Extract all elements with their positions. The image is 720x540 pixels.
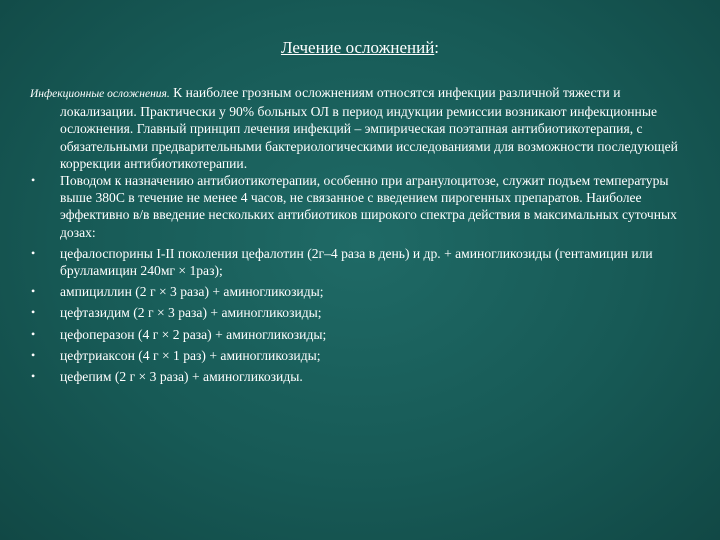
list-item-text: цефоперазон (4 г × 2 раза) + аминогликозиды;	[60, 326, 327, 342]
list-item-text: Поводом к назначению антибиотикотерапии, особенно при агранулоцитозе, служит подъем температуры выше 380С в течение не менее 4 часов, не связанное с введением пирогенных препаратов. Наиболее эффективно в/в введение нескольких антибиотиков широкого спектра действия в максимальных суточных дозах:	[60, 173, 677, 240]
list-item-text: цефтазидим (2 г × 3 раза) + аминогликозиды;	[60, 305, 322, 321]
slide-title-colon: :	[434, 38, 440, 57]
list-item-text: цефепим (2 г × 3 раза) + аминогликозиды.	[60, 369, 303, 385]
list-item	[30, 283, 698, 300]
bullet-icon: •	[31, 245, 36, 260]
list-item-text: цефтриаксон (4 г × 1 раз) + аминогликозиды;	[60, 347, 321, 363]
list-item	[30, 347, 698, 364]
slide-content	[30, 84, 698, 389]
list-item-text: цефалоспорины I-II поколения цефалотин (2г–4 раза в день) и др. + аминогликозиды (гентамицин или брулламицин 240мг × 1раз);	[60, 245, 653, 279]
bullet-icon: •	[31, 326, 36, 341]
bullet-icon: •	[31, 173, 36, 188]
list-item	[30, 304, 698, 321]
slide-title-text: Лечение осложнений	[280, 38, 435, 57]
bullet-icon: •	[31, 347, 36, 362]
intro-text: К наиболее грозным осложнениям относятся инфекции различной тяжести и локализации. Практически у 90% больных ОЛ в период индукции ремиссии возникают инфекционные осложнения. Главный принцип лечения инфекций – эмпирическая поэтапная антибиотикотерапия, с обязательными предварительными бактериологическими исследованиями для возможности последующей коррекции антибиотикотерапии.	[60, 85, 678, 171]
bullet-icon: •	[31, 305, 36, 320]
list-item	[30, 172, 698, 241]
list-item	[30, 326, 698, 343]
list-item-text: ампициллин (2 г × 3 раза) + аминогликозиды;	[60, 284, 324, 300]
list-item	[30, 368, 698, 385]
bullet-icon: •	[31, 284, 36, 299]
slide-title	[0, 38, 720, 58]
bullet-list	[30, 172, 698, 385]
bullet-icon: •	[31, 369, 36, 384]
intro-paragraph	[30, 84, 698, 172]
intro-lead: Инфекционные осложнения.	[30, 88, 170, 100]
list-item	[30, 245, 698, 279]
